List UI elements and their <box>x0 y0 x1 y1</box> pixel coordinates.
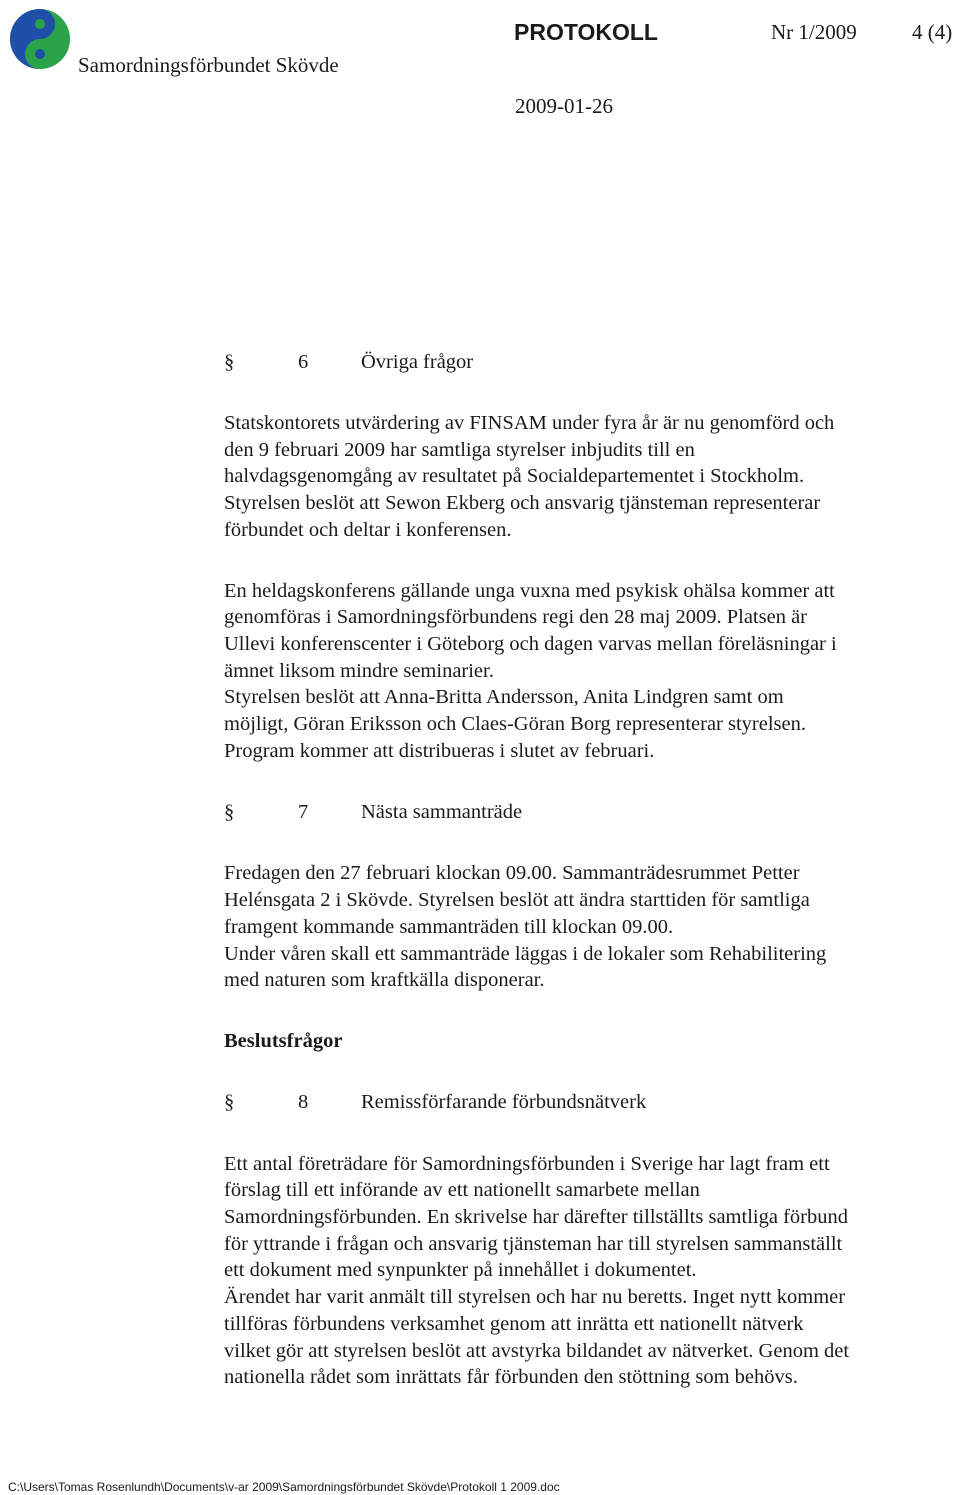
file-path-footer: C:\Users\Tomas Rosenlundh\Documents\v-ar 2009\Samordningsförbundet Skövde\Protokoll 1 2009.doc <box>8 1480 560 1494</box>
text-line: Statskontorets utvärdering av FINSAM under fyra år är nu genomförd och <box>224 412 835 434</box>
section-number: 6 <box>298 350 309 373</box>
text-line: genomföras i Samordningsförbundens regi den 28 maj 2009. Platsen är <box>224 606 807 629</box>
text-line: ett dokument med synpunkter på innehållet i dokumentet. <box>224 1259 697 1282</box>
text-line: Ullevi konferenscenter i Göteborg och dagen varvas mellan föreläsningar i <box>224 632 837 655</box>
section-6-heading <box>224 348 944 376</box>
text-line: den 9 februari 2009 har samtliga styrelser inbjudits till en <box>224 438 695 461</box>
document-date: 2009-01-26 <box>515 94 613 118</box>
organization-logo <box>9 8 71 70</box>
text-line: Ärendet har varit anmält till styrelsen och har nu beretts. Inget nytt kommer <box>224 1286 846 1309</box>
beslutsfragor-heading: Beslutsfrågor <box>224 1029 343 1052</box>
section-6-paragraph-1 <box>224 410 944 544</box>
section-title: Övriga frågor <box>361 350 474 373</box>
section-symbol: § <box>224 801 235 824</box>
text-line: framgent kommande sammanträden till klockan 09.00. <box>224 915 674 938</box>
text-line: Ett antal företrädare för Samordningsförbunden i Sverige har lagt fram ett <box>224 1152 830 1175</box>
text-line: Program kommer att distribueras i slutet av februari. <box>224 739 655 762</box>
section-symbol: § <box>224 1091 235 1114</box>
section-8-paragraph-1 <box>224 1151 944 1391</box>
section-symbol: § <box>224 350 235 373</box>
document-body <box>224 348 944 1425</box>
text-line: för yttrande i frågan och ansvarig tjänsteman har till styrelsen sammanställt <box>224 1232 843 1255</box>
text-line: halvdagsgenomgång av resultatet på Socialdepartementet i Stockholm. <box>224 465 805 488</box>
text-line: Under våren skall ett sammanträde läggas i de lokaler som Rehabilitering <box>224 942 827 965</box>
section-7-paragraph-1 <box>224 860 944 994</box>
text-line: nationella rådet som inrättats får förbunden den stöttning som behövs. <box>224 1366 798 1389</box>
text-line: med naturen som kraftkälla disponerar. <box>224 969 545 992</box>
text-line: förbundet och deltar i konferensen. <box>224 518 512 541</box>
yin-yang-logo-icon <box>9 8 71 70</box>
document-title: PROTOKOLL <box>514 19 658 45</box>
section-7-heading <box>224 798 944 826</box>
section-title: Remissförfarande förbundsnätverk <box>361 1091 647 1114</box>
text-line: ämnet liksom mindre seminarier. <box>224 659 494 682</box>
text-line: förslag till ett införande av ett nationellt samarbete mellan <box>224 1179 700 1202</box>
text-line: Fredagen den 27 februari klockan 09.00. Sammanträdesrummet Petter <box>224 862 800 885</box>
organization-name: Samordningsförbundet Skövde <box>78 53 339 77</box>
section-number: 7 <box>298 801 309 824</box>
text-line: Helénsgata 2 i Skövde. Styrelsen beslöt att ändra starttiden för samtliga <box>224 889 810 912</box>
text-line: En heldagskonferens gällande unga vuxna med psykisk ohälsa kommer att <box>224 579 835 602</box>
text-line: tillföras förbundens verksamhet genom att inrätta ett nationellt nätverk <box>224 1312 804 1335</box>
section-6-paragraph-2 <box>224 578 944 765</box>
text-line: möjligt, Göran Eriksson och Claes-Göran Borg representerar styrelsen. <box>224 713 807 736</box>
text-line: Samordningsförbunden. En skrivelse har därefter tillställts samtliga förbund <box>224 1206 848 1229</box>
text-line: Styrelsen beslöt att Sewon Ekberg och ansvarig tjänsteman representerar <box>224 492 821 515</box>
section-number: 8 <box>298 1091 309 1114</box>
section-title: Nästa sammanträde <box>361 801 523 824</box>
document-number: Nr 1/2009 <box>771 20 857 44</box>
section-8-heading <box>224 1089 944 1117</box>
text-line: vilket gör att styrelsen beslöt att avstyrka bildandet av nätverket. Genom det <box>224 1339 850 1362</box>
text-line: Styrelsen beslöt att Anna-Britta Andersson, Anita Lindgren samt om <box>224 686 784 709</box>
page-indicator: 4 (4) <box>912 20 953 44</box>
